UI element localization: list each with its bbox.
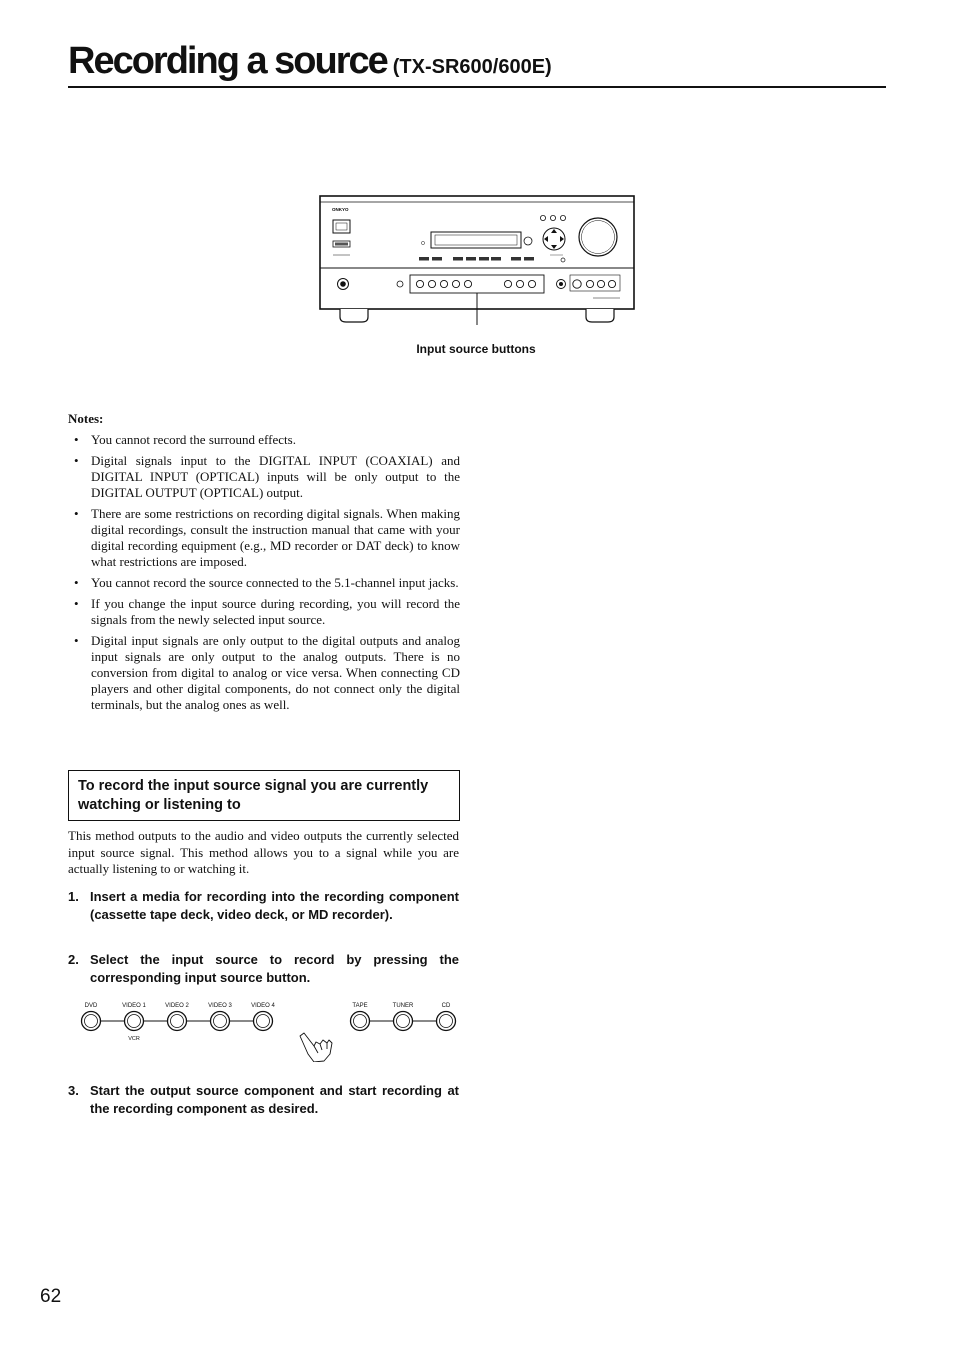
button-label-dvd: DVD (84, 1003, 98, 1009)
step-number: 1. (68, 889, 79, 904)
note-item: • You cannot record the surround effects. (68, 432, 460, 448)
cd-button (437, 1012, 456, 1031)
button-sublabel-vcr: VCR (128, 1036, 140, 1042)
button-label-tuner: TUNER (392, 1003, 414, 1009)
note-item: • Digital signals input to the DIGITAL INPUT (COAXIAL) and DIGITAL INPUT (OPTICAL) inputs will be only output to the DIGITAL OUTPUT (OPTICAL) output. (68, 453, 460, 501)
note-item: • There are some restrictions on recording digital signals. When making digital recordings, consult the instruction manual that came with your digital recording equipment (e.g., MD recorder or DAT deck) to know what restrictions are imposed. (68, 506, 460, 570)
video3-button (211, 1012, 230, 1031)
step-2 (68, 951, 459, 986)
page-number: 62 (40, 1286, 62, 1307)
button-label-video1: VIDEO 1 (122, 1003, 146, 1009)
tuner-button (394, 1012, 413, 1031)
brand-label: ONKYO (332, 207, 349, 212)
section-heading-box: To record the input source signal you are currently watching or listening to (68, 770, 460, 821)
notes-list (68, 432, 460, 713)
page-title (68, 40, 552, 83)
tape-button (351, 1012, 370, 1031)
receiver-front-panel-illustration (318, 195, 636, 325)
note-item: • You cannot record the source connected to the 5.1-channel input jacks. (68, 575, 460, 591)
round-buttons (82, 1012, 456, 1031)
title-rule (68, 86, 886, 88)
button-label-video3: VIDEO 3 (208, 1003, 232, 1009)
video2-button (168, 1012, 187, 1031)
title-main: Recording a source (68, 40, 387, 82)
dvd-button (82, 1012, 101, 1031)
figure-caption: Input source buttons (416, 342, 536, 356)
notes-heading: Notes: (68, 411, 104, 426)
step-text: Insert a media for recording into the recording component (cassette tape deck, video deck, or MD recorder). (90, 889, 459, 922)
notes-section (68, 411, 460, 718)
button-label-cd: CD (441, 1003, 451, 1009)
pointing-hand-icon (300, 1033, 332, 1062)
input-source-buttons-illustration (68, 998, 468, 1062)
button-label-video4: VIDEO 4 (251, 1003, 275, 1009)
video1-button (125, 1012, 144, 1031)
step-text: Start the output source component and start recording at the recording component as desired. (90, 1083, 459, 1116)
section-intro: This method outputs to the audio and video outputs the currently selected input source signal. This method allows you to a signal while you are actually listening to or watching it. (68, 828, 459, 876)
button-label-video2: VIDEO 2 (165, 1003, 189, 1009)
step-number: 2. (68, 952, 79, 967)
note-item: • If you change the input source during recording, you will record the signals from the newly selected input source. (68, 596, 460, 628)
button-label-tape: TAPE (352, 1003, 368, 1009)
title-model: (TX-SR600/600E) (392, 56, 552, 78)
step-1 (68, 888, 459, 923)
step-3 (68, 1082, 459, 1117)
note-item: • Digital input signals are only output to the digital outputs and analog input signals are only output to the analog outputs. There is no conversion from digital to analog or vice versa. When connecting CD players and other digital components, do not connect only the digital terminals, but the analog ones as well. (68, 633, 460, 713)
step-number: 3. (68, 1083, 79, 1098)
step-text: Select the input source to record by pressing the corresponding input source button. (90, 952, 459, 985)
video4-button (254, 1012, 273, 1031)
